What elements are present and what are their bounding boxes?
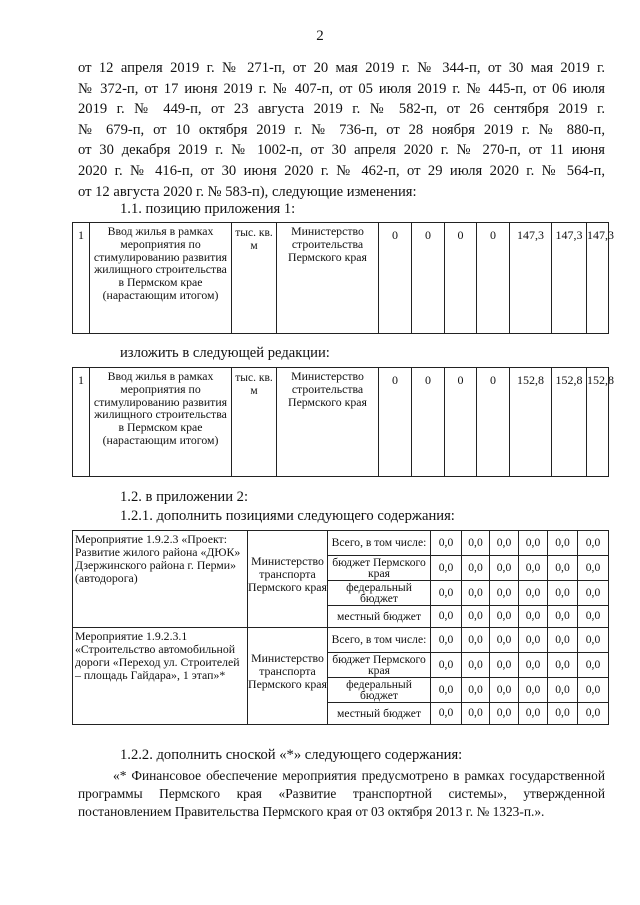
funding-source: бюджет Пермского края [328, 653, 431, 678]
value-cell: 0,0 [548, 531, 578, 556]
value-cell: 0,0 [490, 581, 519, 606]
intro-paragraph [78, 58, 605, 202]
value-cell: 0,0 [462, 531, 490, 556]
footnote-line: программы Пермского края «Развитие транспортной системы», утвержденной [78, 786, 605, 801]
measure-name: Мероприятие 1.9.2.3 «Проект: Развитие жилого района «ДЮК» Дзержинского района г. Перми» (автодорога) [73, 531, 248, 628]
value-cell: 0 [412, 223, 445, 334]
funding-source: Всего, в том числе: [328, 628, 431, 653]
footnote-line: «* Финансовое обеспечение мероприятия предусмотрено в рамках государственной [113, 768, 605, 783]
value-cell: 0,0 [490, 678, 519, 703]
value-cell: 0,0 [578, 531, 609, 556]
intro-line: от 12 августа 2020 г. № 583-п), следующие изменения: [78, 183, 417, 200]
value-cell: 152,8 [510, 368, 552, 477]
value-cell: 0,0 [431, 653, 462, 678]
value-cell: 0,0 [431, 556, 462, 581]
heading-1-2: 1.2. в приложении 2: [120, 489, 249, 505]
value-cell: 147,3 [510, 223, 552, 334]
value-cell: 0,0 [548, 581, 578, 606]
heading-1-2-2: 1.2.2. дополнить сноской «*» следующего содержания: [120, 747, 463, 763]
row-number: 1 [73, 223, 90, 334]
page-number: 2 [316, 28, 324, 44]
heading-1-2-1: 1.2.1. дополнить позициями следующего содержания: [120, 508, 455, 524]
indicator-name: Ввод жилья в рамках мероприятия по стимулированию развития жилищного строительства в Пермском крае (нарастающим итогом) [90, 368, 232, 477]
value-cell: 0,0 [519, 703, 548, 725]
value-cell: 0,0 [490, 628, 519, 653]
table-new-position [72, 367, 614, 477]
value-cell: 0,0 [578, 703, 609, 725]
value-cell: 0,0 [548, 703, 578, 725]
value-cell: 0,0 [431, 678, 462, 703]
value-cell: 0,0 [431, 531, 462, 556]
value-cell: 0,0 [519, 556, 548, 581]
value-cell: 0,0 [431, 628, 462, 653]
value-cell: 152,8 [587, 368, 609, 477]
value-cell: 0 [379, 223, 412, 334]
value-cell: 152,8 [552, 368, 587, 477]
value-cell: 0,0 [431, 581, 462, 606]
responsible-cell: Министерство строительства Пермского края [277, 368, 379, 477]
value-cell: 0,0 [462, 653, 490, 678]
intro-line: № 679-п, от 10 октября 2019 г. № 736-п, от 28 ноября 2019 г. № 880-п, [78, 121, 605, 138]
value-cell: 0,0 [490, 703, 519, 725]
heading-new-edition: изложить в следующей редакции: [120, 345, 330, 361]
value-cell: 0,0 [548, 678, 578, 703]
value-cell: 0,0 [462, 703, 490, 725]
responsible-cell: Министерство транспорта Пермского края [248, 531, 328, 628]
value-cell: 0,0 [519, 606, 548, 628]
table-new-measures [72, 530, 609, 725]
intro-line: № 372-п, от 17 июня 2019 г. № 407-п, от 05 июля 2019 г. № 445-п, от 06 июля [78, 80, 605, 97]
funding-source: местный бюджет [328, 703, 431, 725]
value-cell: 0 [412, 368, 445, 477]
value-cell: 0 [445, 223, 477, 334]
funding-source: федеральный бюджет [328, 678, 431, 703]
heading-1-1: 1.1. позицию приложения 1: [120, 201, 296, 217]
value-cell: 0,0 [548, 556, 578, 581]
value-cell: 0,0 [462, 628, 490, 653]
value-cell: 0,0 [431, 703, 462, 725]
value-cell: 0 [477, 223, 510, 334]
funding-source: бюджет Пермского края [328, 556, 431, 581]
value-cell: 0,0 [519, 653, 548, 678]
funding-source: Всего, в том числе: [328, 531, 431, 556]
intro-line: 2020 г. № 416-п, от 30 июня 2020 г. № 462-п, от 29 июля 2020 г. № 564-п, [78, 162, 605, 179]
responsible-cell: Министерство транспорта Пермского края [248, 628, 328, 725]
value-cell: 0,0 [490, 531, 519, 556]
value-cell: 0,0 [578, 678, 609, 703]
value-cell: 0,0 [548, 606, 578, 628]
value-cell: 0,0 [578, 581, 609, 606]
value-cell: 0,0 [519, 531, 548, 556]
value-cell: 0,0 [578, 556, 609, 581]
value-cell: 0,0 [548, 628, 578, 653]
responsible-cell: Министерство строительства Пермского края [277, 223, 379, 334]
value-cell: 0 [379, 368, 412, 477]
unit-cell: тыс. кв. м [232, 223, 277, 334]
value-cell: 147,3 [587, 223, 609, 334]
value-cell: 0,0 [490, 556, 519, 581]
unit-cell: тыс. кв. м [232, 368, 277, 477]
intro-line: от 30 декабря 2019 г. № 1002-п, от 30 апреля 2020 г. № 270-п, от 11 июня [78, 142, 605, 159]
value-cell: 0,0 [578, 653, 609, 678]
value-cell: 0,0 [490, 653, 519, 678]
value-cell: 0,0 [462, 581, 490, 606]
funding-source: федеральный бюджет [328, 581, 431, 606]
measure-name: Мероприятие 1.9.2.3.1 «Строительство автомобильной дороги «Переход ул. Строителей – площадь Гайдара», 1 этап»* [73, 628, 248, 725]
value-cell: 0,0 [431, 606, 462, 628]
table-row [73, 628, 609, 653]
value-cell: 0,0 [548, 653, 578, 678]
value-cell: 0 [445, 368, 477, 477]
value-cell: 0,0 [462, 556, 490, 581]
value-cell: 0,0 [462, 606, 490, 628]
value-cell: 0,0 [519, 678, 548, 703]
footnote-text [78, 767, 605, 821]
footnote-line: постановлением Правительства Пермского края от 03 октября 2013 г. № 1323-п.». [78, 804, 545, 819]
value-cell: 0,0 [519, 628, 548, 653]
value-cell: 0,0 [490, 606, 519, 628]
value-cell: 0,0 [519, 581, 548, 606]
value-cell: 147,3 [552, 223, 587, 334]
funding-source: местный бюджет [328, 606, 431, 628]
intro-line: от 12 апреля 2019 г. № 271-п, от 20 мая 2019 г. № 344-п, от 30 мая 2019 г. [78, 60, 605, 76]
intro-line: 2019 г. № 449-п, от 23 августа 2019 г. № 582-п, от 26 сентября 2019 г. [78, 101, 605, 118]
row-number: 1 [73, 368, 90, 477]
value-cell: 0 [477, 368, 510, 477]
table-original-position [72, 222, 614, 334]
value-cell: 0,0 [578, 628, 609, 653]
value-cell: 0,0 [462, 678, 490, 703]
table-row [73, 531, 609, 556]
indicator-name: Ввод жилья в рамках мероприятия по стимулированию развития жилищного строительства в Пермском крае (нарастающим итогом) [90, 223, 232, 334]
value-cell: 0,0 [578, 606, 609, 628]
